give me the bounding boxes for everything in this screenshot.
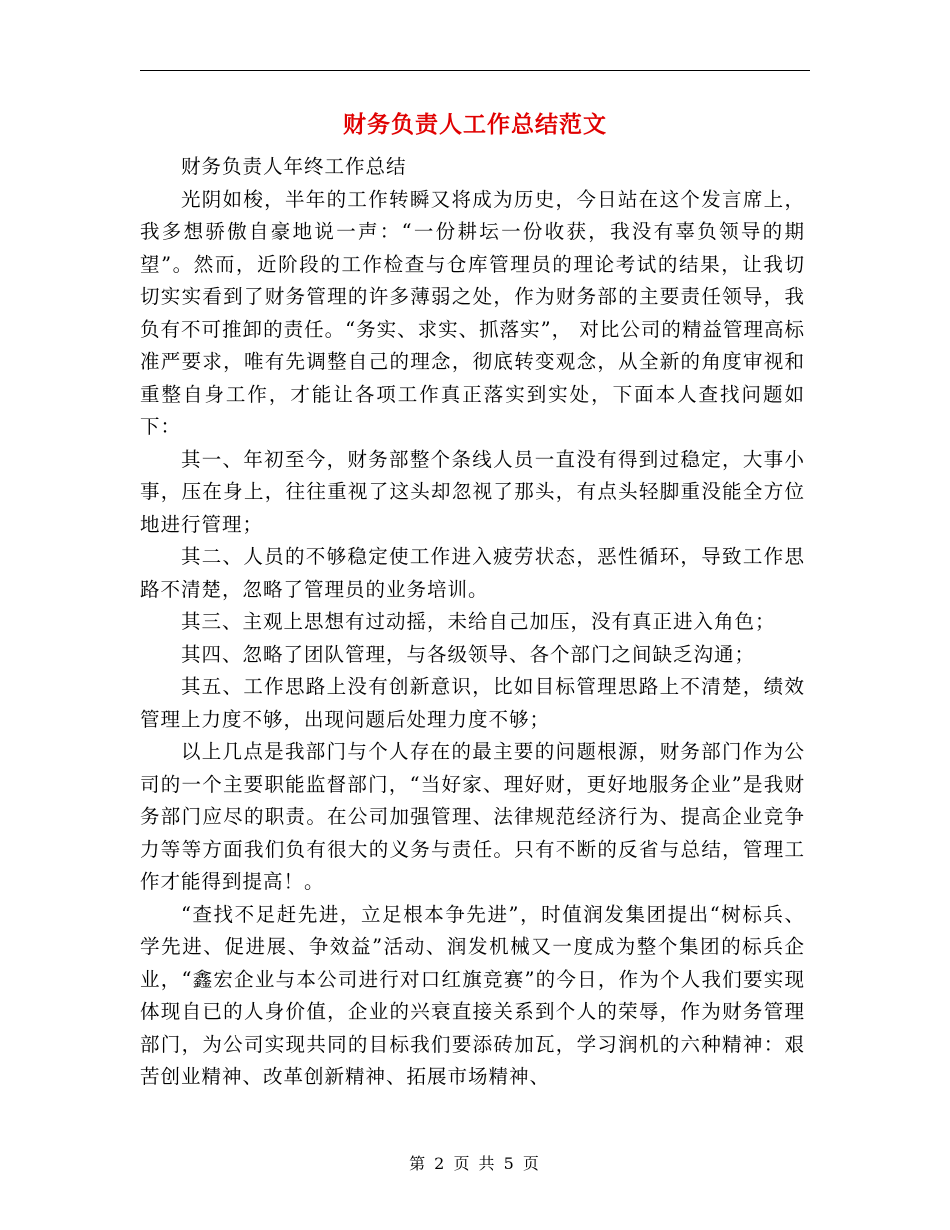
paragraph-issue-5: 其五、工作思路上没有创新意识，比如目标管理思路上不清楚，绩效管理上力度不够，出现问题后处理力度不够； (140, 675, 805, 731)
page-number: 第 2 页 共 5 页 (409, 1154, 541, 1173)
document-title: 财务负责人工作总结范文 (343, 112, 607, 138)
paragraph-intro: 光阴如梭，半年的工作转瞬又将成为历史，今日站在这个发言席上，我多想骄傲自豪地说一声：“一份耕坛一份收获，我没有辜负领导的期望”。然而，近阶段的工作检查与仓库管理员的理论考试的结果，让我切切实实看到了财务管理的许多薄弱之处，作为财务部的主要责任领导，我负有不可推卸的责任。“务实、求实、抓落实”， 对比公司的精益管理高标准严要求，唯有先调整自己的理念，彻底转变观念，从全新的角度审视和重整自身工作，才能让各项工作真正落实到实处，下面本人查找问题如下： (140, 187, 805, 438)
paragraph-issue-2: 其二、人员的不够稳定使工作进入疲劳状态，恶性循环，导致工作思路不清楚，忽略了管理员的业务培训。 (140, 545, 805, 601)
paragraph-outlook: “查找不足赶先进，立足根本争先进”，时值润发集团提出“树标兵、学先进、促进展、争效益”活动、润发机械又一度成为整个集团的标兵企业，“鑫宏企业与本公司进行对口红旗竞赛”的今日，作为个人我们要实现体现自已的人身价值，企业的兴衰直接关系到个人的荣辱，作为财务管理部门，为公司实现共同的目标我们要添砖加瓦，学习润机的六种精神：艰苦创业精神、改革创新精神、拓展市场精神、 (140, 902, 805, 1088)
paragraph-summary: 以上几点是我部门与个人存在的最主要的问题根源，财务部门作为公司的一个主要职能监督部门，“当好家、理好财，更好地服务企业”是我财务部门应尽的职责。在公司加强管理、法律规范经济行为、提高企业竞争力等等方面我们负有很大的义务与责任。只有不断的反省与总结，管理工作才能得到提高！。 (140, 740, 805, 893)
paragraph-issue-3: 其三、主观上思想有过动摇，未给自己加压，没有真正进入角色； (180, 610, 776, 633)
paragraph-subtitle: 财务负责人年终工作总结 (180, 155, 407, 178)
paragraph-issue-4: 其四、忽略了团队管理，与各级领导、各个部门之间缺乏沟通； (180, 642, 755, 666)
paragraph-issue-1: 其一、年初至今，财务部整个条线人员一直没有得到过稳定，大事小事，压在身上，往往重视了这头却忽视了那头，有点头轻脚重没能全方位地进行管理； (140, 447, 805, 536)
document-body (140, 151, 805, 1094)
header-rule (140, 70, 810, 71)
